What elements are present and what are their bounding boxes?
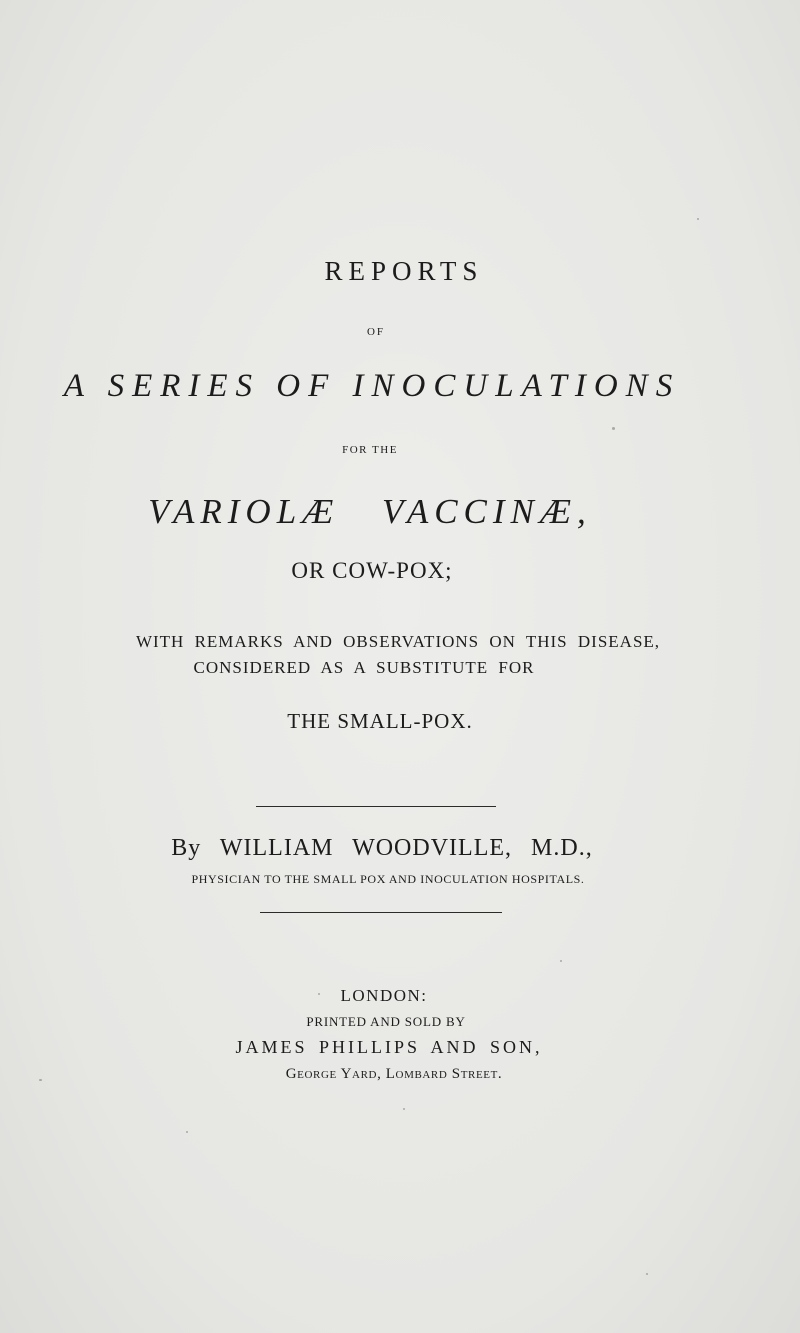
imprint-printed-by: PRINTED AND SOLD BY bbox=[306, 1014, 466, 1029]
for-the-line: FOR THE bbox=[342, 444, 398, 456]
divider-rule bbox=[260, 912, 502, 913]
of-line: OF bbox=[366, 326, 386, 338]
remarks-line-1: WITH REMARKS AND OBSERVATIONS ON THIS DISEASE, bbox=[135, 632, 661, 651]
imprint-publisher: JAMES PHILLIPS AND SON, bbox=[235, 1037, 543, 1057]
divider-rule bbox=[256, 806, 496, 807]
small-pox-line: THE SMALL-POX. bbox=[287, 709, 473, 733]
imprint-address: George Yard, Lombard Street. bbox=[285, 1066, 503, 1082]
author-line: By WILLIAM WOODVILLE, M.D., bbox=[171, 835, 593, 861]
paper-speck bbox=[612, 427, 615, 430]
series-title: A SERIES OF INOCULATIONS bbox=[63, 368, 681, 404]
paper-speck bbox=[318, 993, 320, 995]
paper-speck bbox=[403, 1108, 405, 1110]
paper-speck bbox=[560, 960, 562, 962]
reports-heading: REPORTS bbox=[324, 256, 484, 286]
paper-speck bbox=[39, 1079, 42, 1081]
variolae-vaccinae-title: VARIOLÆ VACCINÆ, bbox=[148, 492, 592, 531]
remarks-line-2: CONSIDERED AS A SUBSTITUTE FOR bbox=[193, 658, 535, 677]
paper-speck bbox=[697, 218, 699, 220]
author-title: PHYSICIAN TO THE SMALL POX AND INOCULATION HOSPITALS. bbox=[191, 872, 585, 886]
cowpox-line: OR COW-POX; bbox=[291, 558, 453, 583]
paper-speck bbox=[186, 1131, 188, 1133]
paper-speck bbox=[646, 1273, 648, 1275]
imprint-city: LONDON: bbox=[340, 986, 428, 1005]
